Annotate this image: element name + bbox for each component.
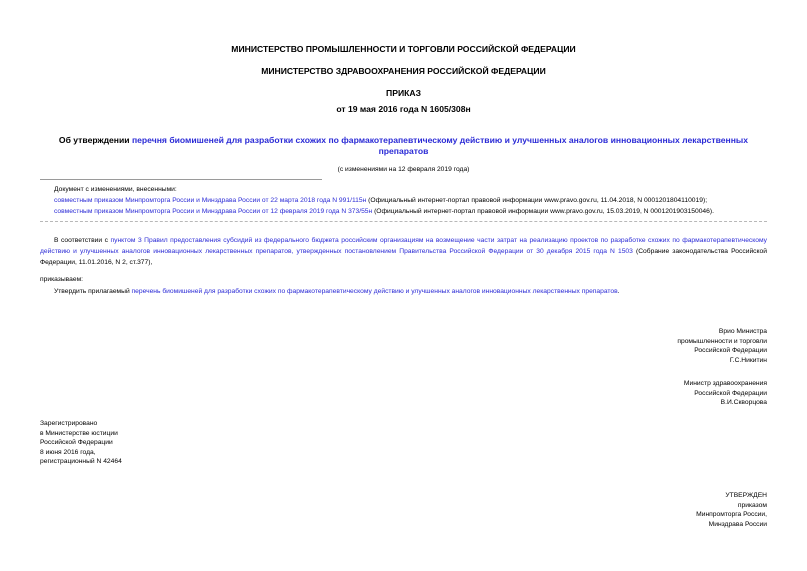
title-link[interactable]: перечня биомишеней для разработки схожих по фармакотерапевтическому действию и улучшенных аналогов инновационных лекарственных препаратов bbox=[131, 135, 749, 156]
signature-health bbox=[684, 379, 767, 408]
signature-line: В.И.Скворцова bbox=[720, 399, 767, 406]
preamble-paragraph bbox=[40, 235, 767, 268]
registration-line: Зарегистрировано bbox=[40, 420, 98, 427]
registration-line: регистрационный N 42464 bbox=[40, 458, 122, 465]
preamble-text: В соответствии с bbox=[54, 237, 111, 244]
document-type: ПРИКАЗ bbox=[386, 88, 421, 98]
preamble-text: (Собрание законодательства Российской Федерации, 11.01.2016, N 2, ст.377), bbox=[40, 248, 767, 266]
approved-line: УТВЕРЖДЕН bbox=[725, 492, 767, 499]
signature-line: Министр здравоохранения bbox=[683, 380, 767, 387]
change-item-link[interactable]: совместным приказом Минпромторга России и Минздрава России от 22 марта 2018 года N 991/115н bbox=[54, 197, 367, 204]
change-item bbox=[54, 206, 714, 217]
document-date-number: от 19 мая 2016 года N 1605/308н bbox=[336, 104, 471, 114]
operative-paragraph bbox=[54, 286, 620, 297]
changes-heading: Документ с изменениями, внесенными: bbox=[54, 186, 177, 193]
preamble-link[interactable]: пунктом 3 Правил предоставления субсидий из федерального бюджета российским организациям на возмещение части затрат на реализацию проектов по разработке схожих по фармакотерапевтическому действию и улучшенных аналогов инновационных лекарственных препаратов, утвержденных постановлением Правительства Российской Федерации от 30 декабря 2015 года N 1503 bbox=[40, 237, 768, 255]
revision-note: (с изменениями на 12 февраля 2019 года) bbox=[337, 166, 470, 173]
operative-text: Утвердить прилагаемый bbox=[54, 288, 132, 295]
registration-block bbox=[40, 419, 122, 467]
section-divider bbox=[40, 221, 767, 222]
registration-line: Российской Федерации bbox=[40, 439, 113, 446]
change-item bbox=[54, 195, 707, 206]
signature-industry bbox=[677, 327, 767, 365]
signature-line: Врио Министра bbox=[718, 328, 767, 335]
operative-text: . bbox=[617, 288, 620, 295]
order-word: приказываем: bbox=[40, 276, 84, 283]
change-item-link[interactable]: совместным приказом Минпромторга России и Минздрава России от 12 февраля 2019 года N 373/55н bbox=[54, 208, 373, 215]
registration-line: 8 июня 2016 года, bbox=[40, 448, 96, 456]
operative-link[interactable]: перечень биомишеней для разработки схожих по фармакотерапевтическому действию и улучшенных аналогов инновационных лекарственных препаратов bbox=[131, 288, 618, 295]
approved-block bbox=[696, 491, 767, 529]
signature-line: Г.С.Никитин bbox=[729, 356, 767, 364]
signature-line: Российской Федерации bbox=[694, 389, 767, 397]
approved-line: Минпромторга России, bbox=[696, 511, 767, 518]
signature-line: Российской Федерации bbox=[694, 347, 767, 354]
approved-line: Минздрава России bbox=[708, 520, 767, 528]
title-prefix: Об утверждении bbox=[58, 135, 132, 145]
ministry-industry-heading: МИНИСТЕРСТВО ПРОМЫШЛЕННОСТИ И ТОРГОВЛИ РОССИЙСКОЙ ФЕДЕРАЦИИ bbox=[231, 44, 576, 54]
section-rule bbox=[40, 179, 322, 180]
document-title bbox=[40, 135, 767, 157]
ministry-health-heading: МИНИСТЕРСТВО ЗДРАВООХРАНЕНИЯ РОССИЙСКОЙ ФЕДЕРАЦИИ bbox=[261, 66, 546, 76]
change-item-text: (Официальный интернет-портал правовой информации www.pravo.gov.ru, 15.03.2019, N 0001201903150046). bbox=[372, 208, 714, 215]
registration-line: в Министерстве юстиции bbox=[40, 429, 118, 437]
approved-line: приказом bbox=[737, 501, 767, 509]
signature-line: промышленности и торговли bbox=[677, 337, 767, 345]
change-item-text: (Официальный интернет-портал правовой информации www.pravo.gov.ru, 11.04.2018, N 0001201804110019); bbox=[366, 197, 708, 204]
